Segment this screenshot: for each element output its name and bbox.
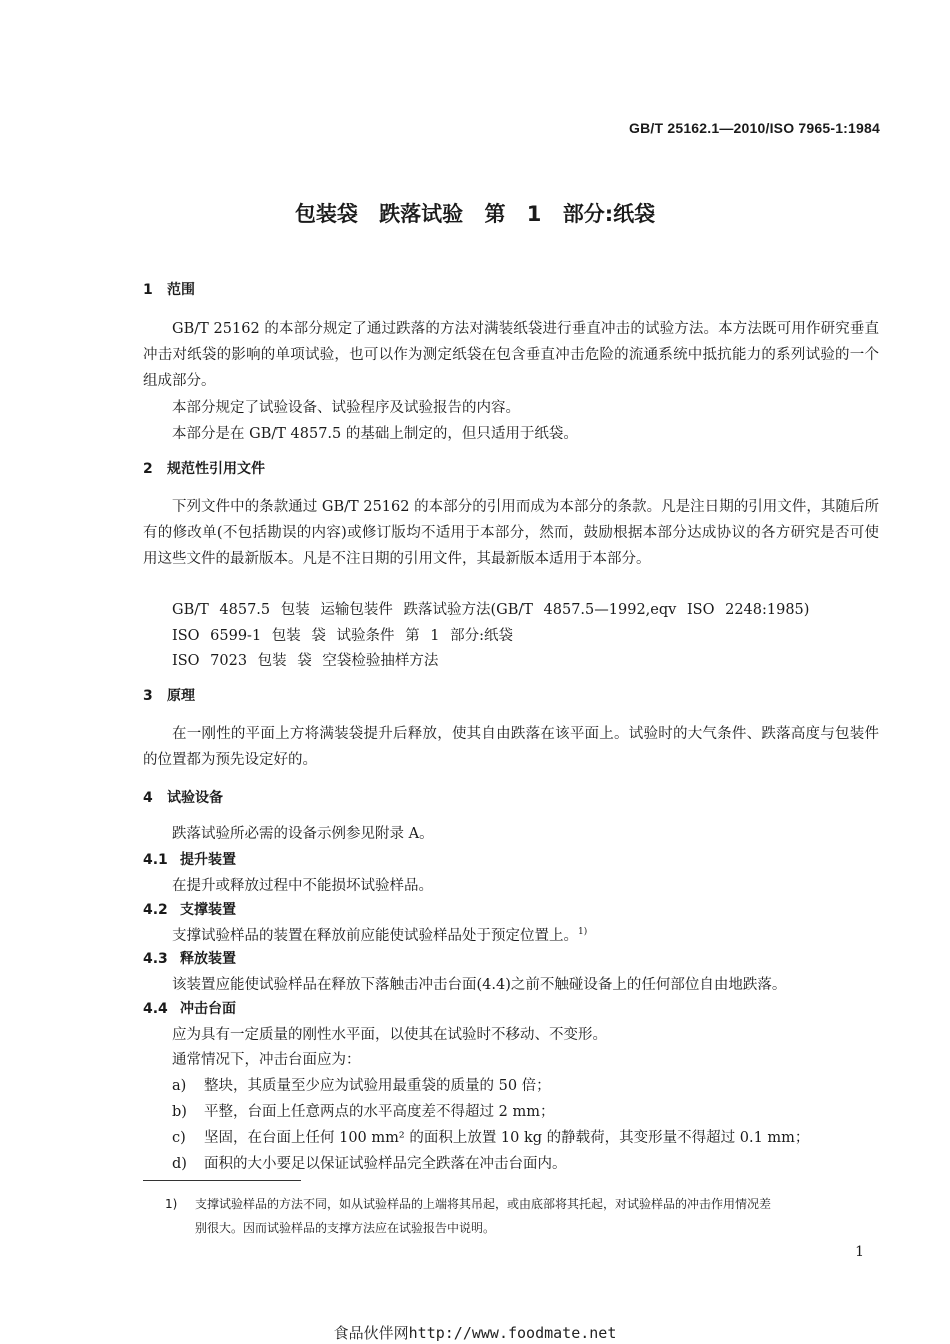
subsection-4-4-text-1: 应为具有一定质量的刚性水平面，以使其在试验时不移动、不变形。	[172, 1027, 607, 1043]
footnote-divider	[143, 1180, 301, 1181]
footnote	[143, 1192, 883, 1240]
list-item	[172, 1074, 551, 1095]
section-4-paragraph-1: 跌落试验所必需的设备示例参见附录 A。	[172, 826, 434, 842]
subsection-number: 4.2	[143, 902, 168, 918]
section-title: 范围	[167, 282, 195, 298]
standard-code: GB/T 25162.1—2010/ISO 7965-1:1984	[629, 120, 880, 136]
subsection-number: 4.1	[143, 852, 168, 868]
footnote-marker: 1)	[165, 1197, 178, 1211]
subsection-4-2-heading	[143, 899, 236, 919]
subsection-4-1-heading	[143, 849, 236, 869]
subsection-title: 支撑装置	[180, 902, 236, 918]
subsection-title: 释放装置	[180, 951, 236, 967]
list-item-text: 整块，其质量至少应为试验用最重袋的质量的 50 倍；	[204, 1078, 551, 1094]
section-title: 规范性引用文件	[167, 461, 265, 477]
subsection-4-2-body: 支撑试验样品的装置在释放前应能使试验样品处于预定位置上。	[172, 928, 578, 944]
list-marker: b)	[172, 1104, 187, 1120]
section-number: 4	[143, 790, 153, 806]
section-number: 3	[143, 688, 153, 704]
subsection-4-3-heading	[143, 948, 236, 968]
list-item-text: 平整，台面上任意两点的水平高度差不得超过 2 mm；	[204, 1104, 555, 1120]
watermark-text: 食品伙伴网http://www.foodmate.net	[333, 1324, 617, 1342]
section-1-paragraph-2: 本部分规定了试验设备、试验程序及试验报告的内容。	[172, 400, 520, 416]
section-2-paragraph-1: 下列文件中的条款通过 GB/T 25162 的本部分的引用而成为本部分的条款。凡是注日期的引用文件，其随后所有的修改单(不包括勘误的内容)或修订版均不适用于本部分，然而，鼓励根据本部分达成协议的各方研究是否可使用这些文件的最新版本。凡是不注日期的引用文件，其最新版本适用于本部分。	[143, 499, 879, 567]
section-title: 原理	[167, 688, 195, 704]
list-item-text: 面积的大小要足以保证试验样品完全跌落在冲击台面内。	[204, 1156, 567, 1172]
reference-item: GB/T 4857.5 包装 运输包装件 跌落试验方法(GB/T 4857.5—1992,eqv ISO 2248:1985)	[172, 602, 810, 618]
list-marker: c)	[172, 1130, 186, 1146]
subsection-4-3-text: 该装置应能使试验样品在释放下落触击冲击台面(4.4)之前不触碰设备上的任何部位自由地跌落。	[172, 977, 787, 993]
page-number: 1	[855, 1244, 864, 1260]
footnote-text-line-2: 别很大。因而试验样品的支撑方法应在试验报告中说明。	[195, 1221, 496, 1235]
section-number: 2	[143, 461, 153, 477]
footnote-reference: 1)	[578, 927, 588, 938]
list-item-text: 坚固，在台面上任何 100 mm² 的面积上放置 10 kg 的静载荷，其变形量不得超过 0.1 mm；	[204, 1130, 810, 1146]
reference-item: ISO 7023 包装 袋 空袋检验抽样方法	[172, 653, 439, 669]
subsection-number: 4.4	[143, 1001, 168, 1017]
list-marker: a)	[172, 1078, 187, 1094]
list-item	[172, 1126, 809, 1147]
section-4-heading	[143, 787, 223, 807]
section-3-heading	[143, 685, 195, 705]
list-marker: d)	[172, 1156, 187, 1172]
subsection-4-1-text: 在提升或释放过程中不能损坏试验样品。	[172, 878, 433, 894]
section-3-paragraph-1: 在一刚性的平面上方将满装袋提升后释放，使其自由跌落在该平面上。试验时的大气条件、跌落高度与包装件的位置都为预先设定好的。	[143, 726, 879, 768]
subsection-4-4-heading	[143, 998, 236, 1018]
reference-item: ISO 6599-1 包装 袋 试验条件 第 1 部分:纸袋	[172, 628, 513, 644]
section-1-heading	[143, 279, 195, 299]
section-number: 1	[143, 282, 153, 298]
subsection-number: 4.3	[143, 951, 168, 967]
subsection-4-2-text	[172, 924, 587, 945]
subsection-title: 冲击台面	[180, 1001, 236, 1017]
section-1-paragraph-3: 本部分是在 GB/T 4857.5 的基础上制定的，但只适用于纸袋。	[172, 426, 578, 442]
subsection-title: 提升装置	[180, 852, 236, 868]
footnote-text-line-1: 支撑试验样品的方法不同，如从试验样品的上端将其吊起，或由底部将其托起，对试验样品的冲击作用情况差	[195, 1197, 772, 1211]
list-item	[172, 1152, 567, 1173]
section-title: 试验设备	[167, 790, 223, 806]
section-1-paragraph-1: GB/T 25162 的本部分规定了通过跌落的方法对满装纸袋进行垂直冲击的试验方法。本方法既可用作研究垂直冲击对纸袋的影响的单项试验，也可以作为测定纸袋在包含垂直冲击危险的流通系统中抵抗能力的系列试验的一个组成部分。	[143, 321, 879, 389]
section-2-heading	[143, 458, 265, 478]
list-item	[172, 1100, 554, 1121]
document-title: 包装袋 跌落试验 第 1 部分:纸袋	[294, 202, 656, 226]
subsection-4-4-text-2: 通常情况下，冲击台面应为：	[172, 1052, 361, 1068]
